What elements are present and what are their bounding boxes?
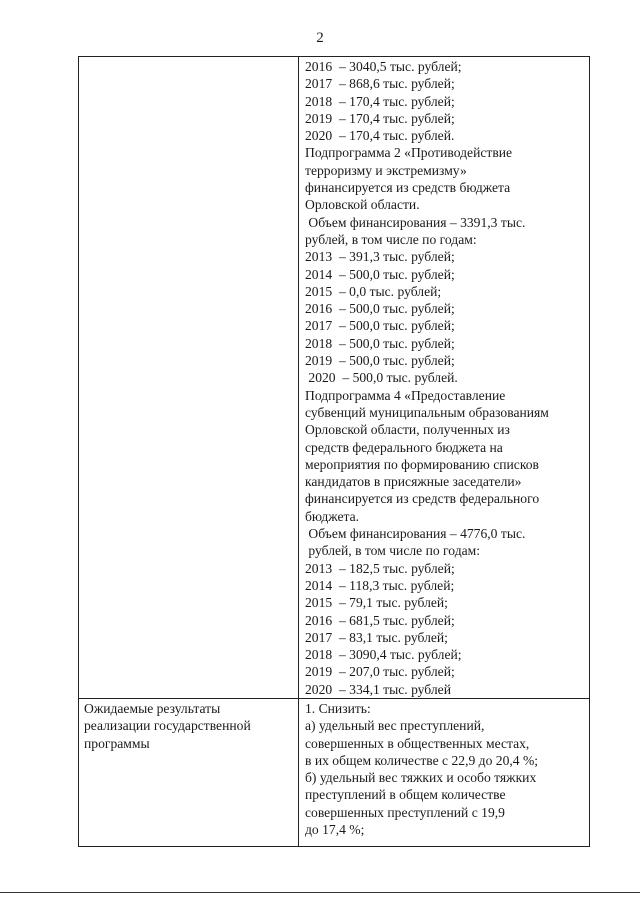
text-line: 2018 – 3090,4 тыс. рублей;: [305, 647, 462, 663]
table-cell-financing: [299, 57, 590, 699]
text-line: преступлений в общем количестве: [305, 787, 506, 803]
text-line: 2016 – 3040,5 тыс. рублей;: [305, 59, 462, 74]
text-line: финансируется из средств бюджета: [305, 180, 511, 196]
text-line: б) удельный вес тяжких и особо тяжких: [305, 770, 537, 786]
text-line: кандидатов в присяжные заседатели»: [305, 474, 522, 490]
text-line: Орловской области.: [305, 197, 420, 213]
text-line: совершенных в общественных местах,: [305, 735, 530, 751]
passport-table: [78, 56, 590, 847]
text-line: 2016 – 681,5 тыс. рублей;: [305, 612, 455, 628]
text-line: субвенций муниципальным образованиям: [305, 404, 549, 420]
table-row: [79, 698, 590, 846]
text-line: Объем финансирования – 3391,3 тыс.: [305, 214, 526, 230]
text-line: до 17,4 %;: [305, 822, 365, 838]
text-line: 2013 – 182,5 тыс. рублей;: [305, 560, 455, 576]
table-row: [79, 57, 590, 699]
text-line: 2020 – 500,0 тыс. рублей.: [305, 370, 458, 386]
text-line: 2015 – 0,0 тыс. рублей;: [305, 283, 442, 299]
label-line: программы: [84, 735, 150, 751]
text-line: Подпрограмма 4 «Предоставление: [305, 387, 506, 403]
text-line: бюджета.: [305, 508, 360, 524]
text-line: совершенных преступлений с 19,9: [305, 804, 505, 820]
text-line: 2018 – 500,0 тыс. рублей;: [305, 335, 455, 351]
text-line: 2019 – 500,0 тыс. рублей;: [305, 353, 455, 369]
text-line: средств федерального бюджета на: [305, 439, 503, 455]
table-cell-results: [299, 698, 590, 846]
text-line: 2014 – 500,0 тыс. рублей;: [305, 266, 455, 282]
text-line: 2019 – 170,4 тыс. рублей;: [305, 110, 455, 126]
label-line: Ожидаемые результаты: [84, 700, 221, 716]
text-line: 2018 – 170,4 тыс. рублей;: [305, 93, 455, 109]
text-line: 2016 – 500,0 тыс. рублей;: [305, 301, 455, 317]
page-number: 2: [316, 30, 324, 46]
text-line: финансируется из средств федерального: [305, 491, 540, 507]
text-line: 2013 – 391,3 тыс. рублей;: [305, 249, 455, 265]
text-line: 2019 – 207,0 тыс. рублей;: [305, 664, 455, 680]
text-line: 2017 – 868,6 тыс. рублей;: [305, 76, 455, 92]
text-line: а) удельный вес преступлений,: [305, 718, 485, 734]
text-line: 2017 – 83,1 тыс. рублей;: [305, 629, 448, 645]
text-line: 2020 – 334,1 тыс. рублей: [305, 681, 451, 697]
text-line: терроризму и экстремизму»: [305, 162, 467, 178]
table-cell-label: [79, 698, 299, 846]
text-line: Подпрограмма 2 «Противодействие: [305, 145, 513, 161]
text-line: 2015 – 79,1 тыс. рублей;: [305, 595, 448, 611]
text-line: Объем финансирования – 4776,0 тыс.: [305, 526, 526, 542]
text-line: 1. Снизить:: [305, 700, 371, 716]
text-line: рублей, в том числе по годам:: [305, 231, 477, 247]
table-cell-label-empty: [79, 57, 299, 699]
label-line: реализации государственной: [84, 718, 251, 734]
text-line: Орловской области, полученных из: [305, 422, 510, 438]
text-line: рублей, в том числе по годам:: [305, 543, 481, 559]
text-line: 2017 – 500,0 тыс. рублей;: [305, 318, 455, 334]
text-line: 2014 – 118,3 тыс. рублей;: [305, 577, 455, 593]
text-line: мероприятия по формированию списков: [305, 456, 539, 472]
page-bottom-divider: [0, 892, 640, 893]
text-line: в их общем количестве с 22,9 до 20,4 %;: [305, 752, 539, 768]
text-line: 2020 – 170,4 тыс. рублей.: [305, 128, 455, 144]
